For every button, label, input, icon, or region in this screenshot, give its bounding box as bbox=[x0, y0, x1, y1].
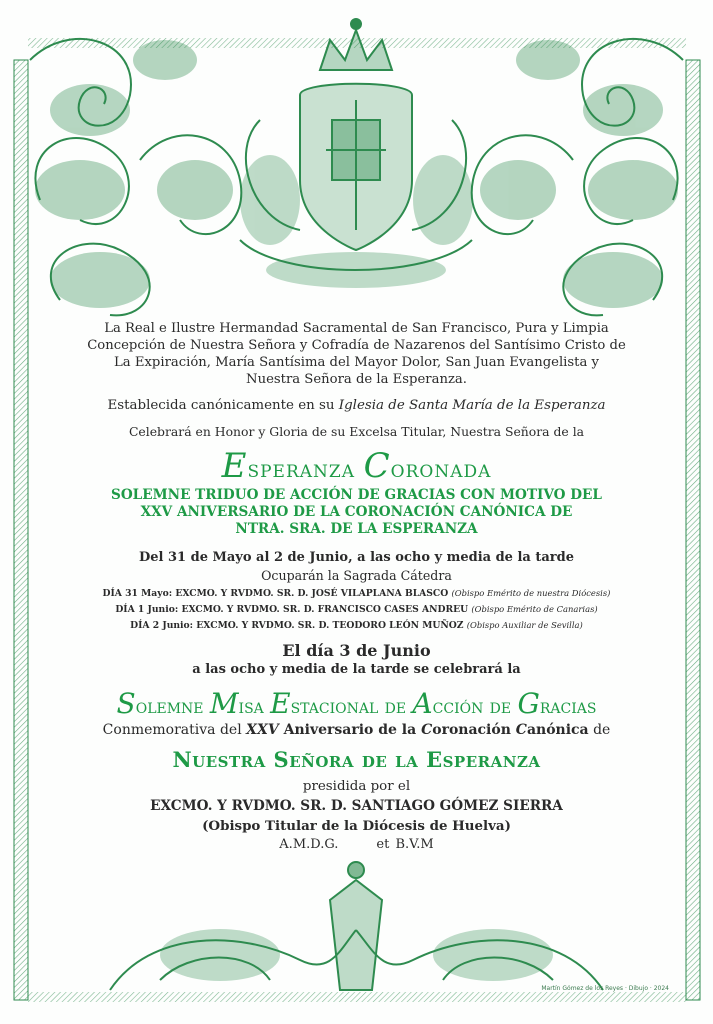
pulpit-line: Ocuparán la Sagrada Cátedra bbox=[261, 568, 452, 583]
mass-title: Solemne Misa Estacional de Acción de Gracias bbox=[116, 687, 597, 720]
bishop-name: EXCMO. Y RVDMO. SR. D. SANTIAGO GÓMEZ SIERRA bbox=[150, 798, 563, 814]
preacher-item: DÍA 31 Mayo: EXCMO. Y RVDMO. SR. D. JOSÉ VILAPLANA BLASCO (Obispo Emérito de nuestra Diócesis) bbox=[102, 588, 611, 599]
established-line: Establecida canónicamente en su Iglesia de Santa María de la Esperanza bbox=[107, 398, 606, 413]
brotherhood-intro: La Real e Ilustre Hermandad Sacramental de San Francisco, Pura y Limpia Concepción de Nuestra Señora y Cofradía de Nazarenos del Santísimo Cristo de La Expiración, María Santísima del Mayor Dolor, San Juan Evangelista y Nuestra Señora de la Esperanza. bbox=[87, 321, 626, 387]
day3-time: a las ocho y media de la tarde se celebrará la bbox=[192, 662, 521, 677]
artist-signature: Martín Gómez de los Reyes · Dibujo · 2024 bbox=[541, 985, 669, 992]
celebrates-line: Celebrará en Honor y Gloria de su Excelsa Titular, Nuestra Señora de la bbox=[128, 424, 585, 439]
day3-heading: El día 3 de Junio bbox=[282, 641, 431, 660]
triduo-subtitle: SOLEMNE TRIDUO DE ACCIÓN DE GRACIAS CON MOTIVO DEL XXV ANIVERSARIO DE LA CORONACIÓN CANÓNICA DE NTRA. SRA. DE LA ESPERANZA bbox=[111, 487, 602, 537]
preacher-item: DÍA 1 Junio: EXCMO. Y RVDMO. SR. D. FRANCISCO CASES ANDREU (Obispo Emérito de Canarias) bbox=[115, 604, 598, 615]
bishop-title: (Obispo Titular de la Diócesis de Huelva) bbox=[202, 818, 511, 834]
invitation-text bbox=[60, 320, 653, 852]
preacher-item: DÍA 2 Junio: EXCMO. Y RVDMO. SR. D. TEODORO LEÓN MUÑOZ (Obispo Auxiliar de Sevilla) bbox=[130, 620, 583, 631]
presided-line: presidida por el bbox=[302, 779, 411, 794]
triduo-dates: Del 31 de Mayo al 2 de Junio, a las ocho y media de la tarde bbox=[138, 550, 575, 565]
commemorative-line: Conmemorativa del XXV Aniversario de la Coronación Canónica de bbox=[102, 722, 611, 738]
main-title: Esperanza Coronada bbox=[221, 446, 492, 486]
amdg-line: A.M.D.G. et B.V.M bbox=[279, 837, 434, 852]
preacher-list bbox=[60, 588, 653, 631]
virgin-name: Nuestra Señora de la Esperanza bbox=[172, 747, 541, 772]
